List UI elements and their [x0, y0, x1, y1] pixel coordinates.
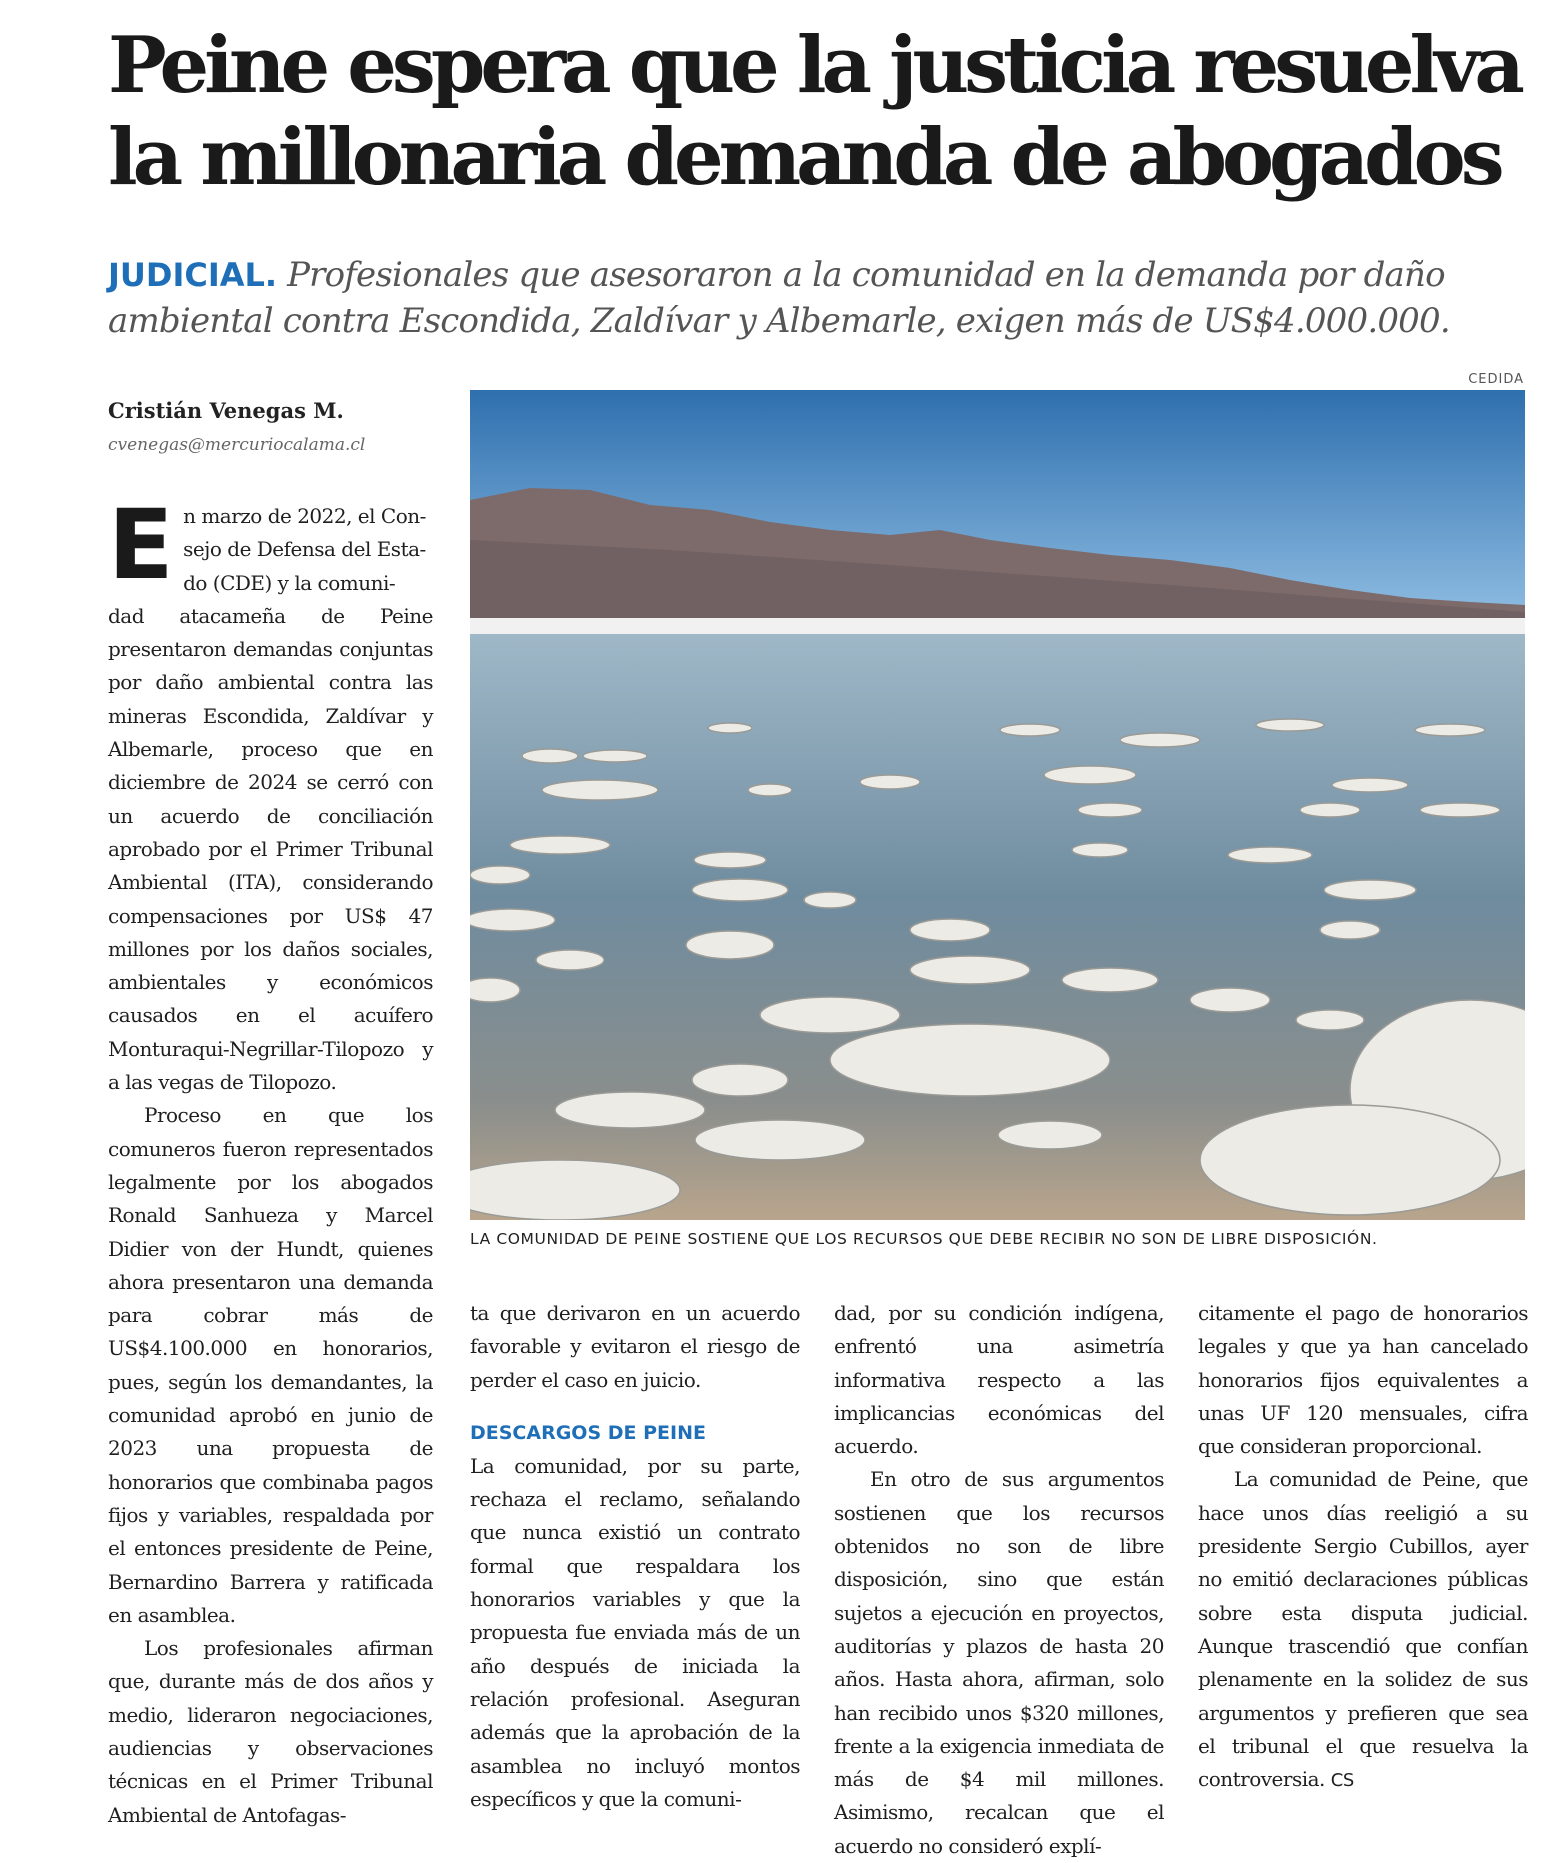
p1-line-3: do (CDE) y la comuni-	[183, 570, 396, 595]
paragraph-4-end: dad, por su condición indígena, enfrentó una asimetría informativa respecto a las implicancias económicas del acuerdo.	[834, 1301, 1164, 1459]
deck-text: Profesionales que asesoraron a la comunidad en la demanda por daño ambiental contra Escondida, Zaldívar y Albemarle, exigen más de US$4.000.000.	[108, 255, 1450, 341]
deck	[108, 252, 1528, 344]
paragraph-6	[1198, 1463, 1528, 1797]
column-2	[470, 1297, 800, 1816]
paragraph-4-start: La comunidad, por su parte, rechaza el reclamo, señalando que nunca existió un contrato formal que respaldara los honorarios variables y que la propuesta fue enviada más de un año después de iniciada la relación profesional. Aseguran además que la aprobación de la asamblea no incluyó montos específicos y que la comuni-	[470, 1453, 800, 1811]
headline-line-2: la millonaria demanda de abogados	[108, 112, 1500, 203]
drop-cap: E	[108, 489, 174, 601]
photo-caption: LA COMUNIDAD DE PEINE SOSTIENE QUE LOS RECURSOS QUE DEBE RECIBIR NO SON DE LIBRE DISPOSICIÓN.	[470, 1230, 1378, 1248]
headline-line-1: Peine espera que la justicia resuelva	[108, 20, 1520, 111]
headline	[108, 20, 1538, 204]
paragraph-5-start: En otro de sus argumentos sostienen que los recursos obtenidos no son de libre disposición, sino que están sujetos a ejecución en proyectos, auditorías y plazos de hasta 20 años. Hasta ahora, afirman, solo han recibido unos $320 millones, frente a la exigencia inmediata de más de $4 mil millones. Asimismo, recalcan que el acuerdo no consideró explí-	[834, 1467, 1164, 1858]
paragraph-2: Proceso en que los comuneros fueron representados legalmente por los abogados Ronald Sanhueza y Marcel Didier von der Hundt, quienes ahora presentaron una demanda para cobrar más de US$4.100.000 en honorarios, pues, según los demandantes, la comunidad aprobó en junio de 2023 una propuesta de honorarios que combinaba pagos fijos y variables, respaldada por el entonces presidente de Peine, Bernardino Barrera y ratificada en asamblea.	[108, 1103, 433, 1627]
paragraph-3-start: Los profesionales afirman que, durante más de dos años y medio, lideraron negociaciones, audiencias y observaciones técnicas en el Primer Tribunal Ambiental de Antofagas-	[108, 1636, 433, 1827]
p1-rest: dad atacameña de Peine presentaron demandas conjuntas por daño ambiental contra las mineras Escondida, Zaldívar y Albemarle, proceso que en diciembre de 2024 se cerró con un acuerdo de conciliación aprobado por el Primer Tribunal Ambiental (ITA), considerando compensaciones por US$ 47 millones por los daños sociales, ambientales y económicos causados en el acuífero Monturaqui-Negrillar-Tilopozo y a las vegas de Tilopozo.	[108, 603, 433, 1095]
photo-credit: CEDIDA	[1468, 372, 1524, 387]
end-mark: CS	[1330, 1770, 1354, 1792]
paragraph-5-end: citamente el pago de honorarios legales y que ya han cancelado honorarios fijos equivalentes a unas UF 120 mensuales, cifra que consideran proporcional.	[1198, 1301, 1528, 1459]
column-4	[1198, 1297, 1528, 1797]
paragraph-3-end: ta que derivaron en un acuerdo favorable y evitaron el riesgo de perder el caso en juicio.	[470, 1301, 800, 1392]
deck-kicker: JUDICIAL.	[108, 256, 278, 294]
salt-flat-illustration	[470, 390, 1525, 1220]
salt-horizon	[470, 618, 1525, 634]
byline-email: cvenegas@mercuriocalama.cl	[108, 435, 366, 455]
article-photo	[470, 390, 1525, 1220]
column-1	[108, 489, 433, 1832]
p1-line-2: sejo de Defensa del Esta-	[183, 537, 426, 562]
p1-line-1: n marzo de 2022, el Con-	[183, 504, 426, 528]
byline-author: Cristián Venegas M.	[108, 398, 344, 423]
paragraph-6-text: La comunidad de Peine, que hace unos días reeligió a su presidente Sergio Cubillos, ayer no emitió declaraciones públicas sobre esta disputa judicial. Aunque trascendió que confían plenamente en la solidez de sus argumentos y prefieren que sea el tribunal el que resuelva la controversia.	[1198, 1467, 1528, 1792]
column-3	[834, 1297, 1164, 1863]
subhead-descargos: DESCARGOS DE PEINE	[470, 1421, 706, 1444]
